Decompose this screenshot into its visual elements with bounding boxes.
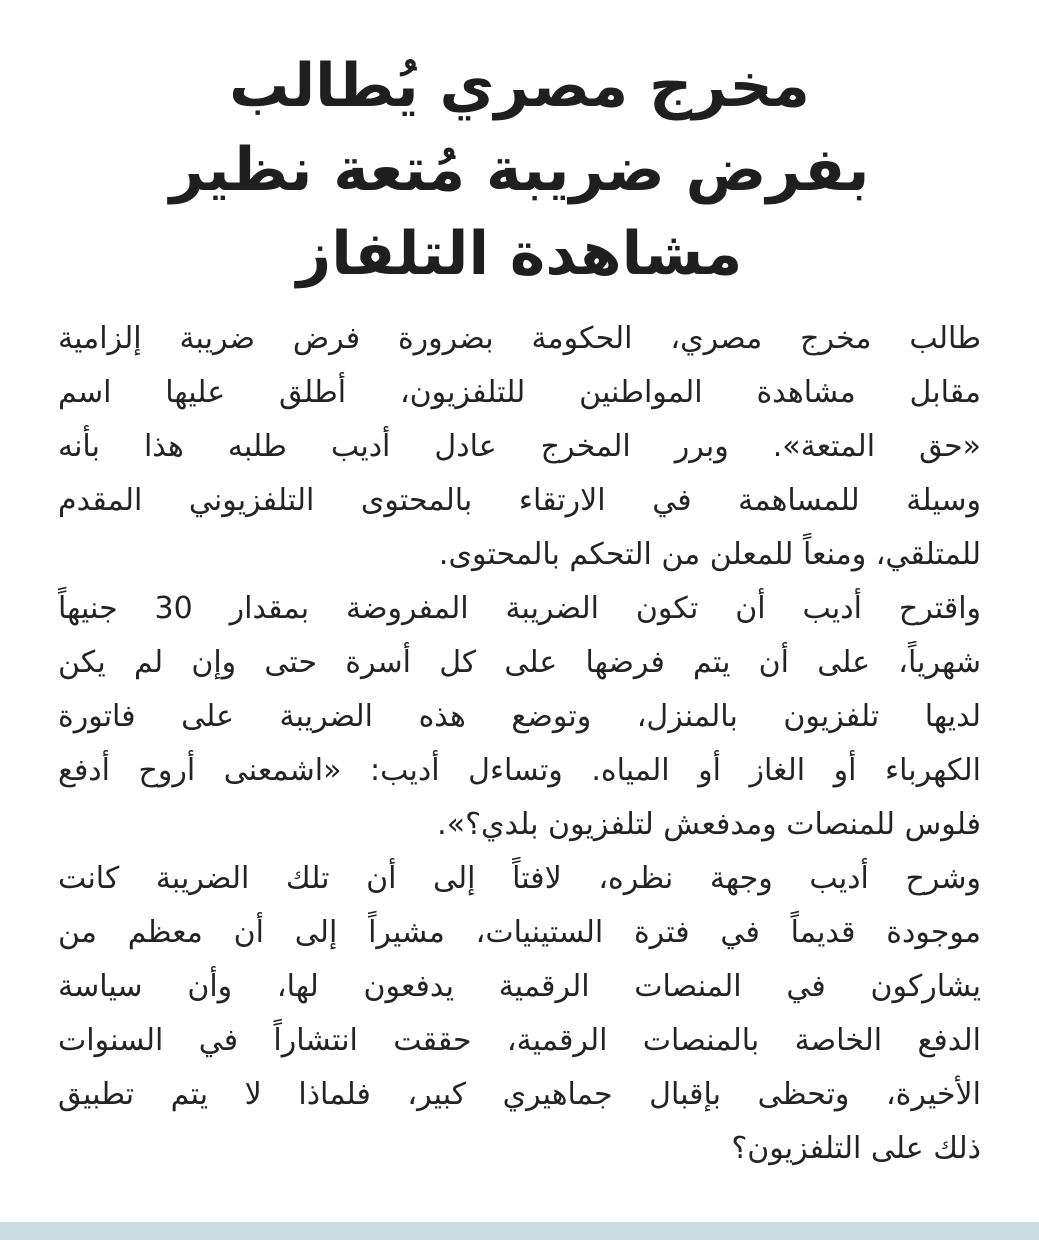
body-line: وشرح أديب وجهة نظره، لافتاً إلى أن تلك الضريبة كانت	[58, 861, 981, 896]
body-line: للمتلقي، ومنعاً للمعلن من التحكم بالمحتوى.	[438, 537, 981, 572]
bottom-color-band	[0, 1222, 1039, 1240]
paragraph-3	[58, 852, 981, 1176]
body-line: «حق المتعة». وبرر المخرج عادل أديب طلبه هذا بأنه	[58, 429, 981, 464]
body-line: شهرياً، على أن يتم فرضها على كل أسرة حتى وإن لم يكن	[58, 645, 981, 680]
body-line: طالب مخرج مصري، الحكومة بضرورة فرض ضريبة إلزامية	[58, 321, 981, 356]
body-line: يشاركون في المنصات الرقمية يدفعون لها، وأن سياسة	[58, 969, 981, 1004]
body-line: الكهرباء أو الغاز أو المياه. وتساءل أديب: «اشمعنى أروح أدفع	[58, 753, 981, 788]
body-line: مقابل مشاهدة المواطنين للتلفزيون، أطلق عليها اسم	[58, 375, 981, 410]
body-line: ذلك على التلفزيون؟	[731, 1131, 981, 1166]
headline-line: بفرض ضريبة مُتعة نظير	[169, 135, 870, 205]
article-body	[58, 312, 981, 1176]
body-line: واقترح أديب أن تكون الضريبة المفروضة بمقدار 30 جنيهاً	[58, 591, 981, 626]
paragraph-1	[58, 312, 981, 582]
body-line: موجودة قديماً في فترة الستينيات، مشيراً إلى أن معظم من	[58, 915, 981, 950]
body-line: الأخيرة، وتحظى بإقبال جماهيري كبير، فلماذا لا يتم تطبيق	[58, 1077, 981, 1112]
headline-line: مخرج مصري يُطالب	[229, 51, 810, 121]
article-headline	[58, 44, 981, 296]
headline-line: مشاهدة التلفاز	[296, 219, 743, 289]
body-line: وسيلة للمساهمة في الارتقاء بالمحتوى التلفزيوني المقدم	[58, 483, 981, 518]
body-line: لديها تلفزيون بالمنزل، وتوضع هذه الضريبة على فاتورة	[58, 699, 981, 734]
body-line: فلوس للمنصات ومدفعش لتلفزيون بلدي؟».	[437, 807, 981, 842]
paragraph-2	[58, 582, 981, 852]
body-line: الدفع الخاصة بالمنصات الرقمية، حققت انتشاراً في السنوات	[58, 1023, 981, 1058]
